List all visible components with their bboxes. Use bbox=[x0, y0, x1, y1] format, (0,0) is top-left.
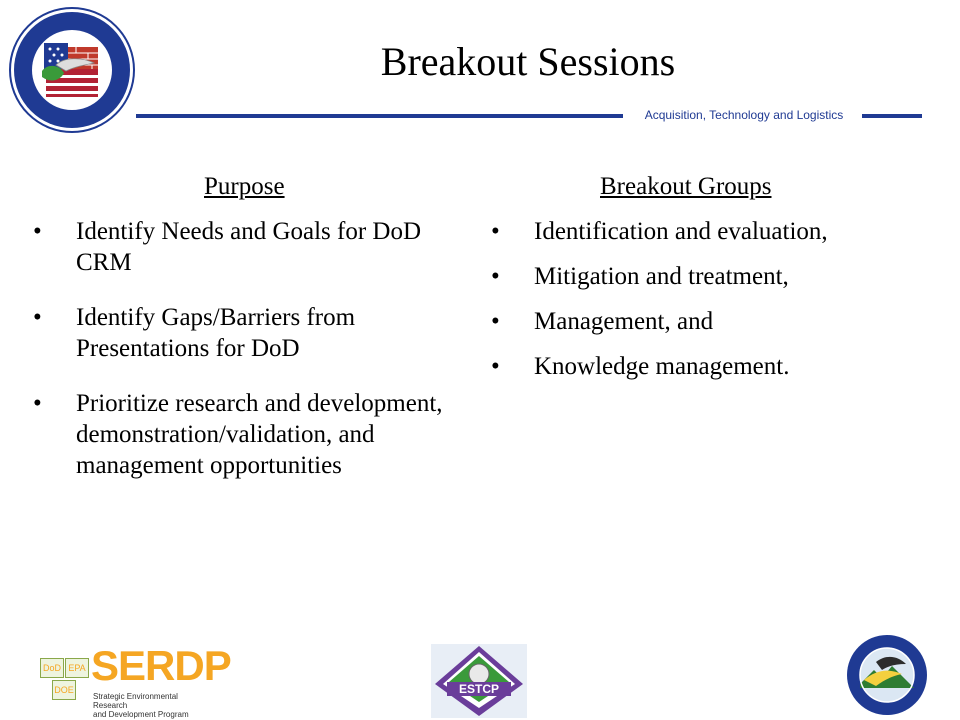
header-subtitle: Acquisition, Technology and Logistics bbox=[644, 108, 844, 122]
serdp-subtitle-line: Strategic Environmental Research bbox=[93, 692, 178, 710]
dod-legacy-program-logo bbox=[846, 634, 928, 716]
purpose-item: • Prioritize research and development, demonstration/validation, and management opportunities bbox=[33, 388, 463, 481]
purpose-item: • Identify Needs and Goals for DoD CRM bbox=[33, 216, 463, 278]
breakout-group-item: • Identification and evaluation, bbox=[491, 216, 931, 247]
header-rule-right bbox=[862, 114, 922, 118]
slide-title: Breakout Sessions bbox=[380, 39, 676, 84]
serdp-dod-box: DoD bbox=[40, 658, 64, 678]
serdp-subtitle bbox=[93, 692, 198, 719]
breakout-group-item: • Mitigation and treatment, bbox=[491, 261, 931, 292]
breakout-groups-list bbox=[491, 216, 931, 396]
estcp-logo bbox=[431, 644, 527, 718]
header-rule-left bbox=[136, 114, 623, 118]
breakout-group-item: • Knowledge management. bbox=[491, 351, 931, 382]
serdp-doe-box: DOE bbox=[52, 680, 76, 700]
purpose-heading: Purpose bbox=[204, 173, 285, 200]
breakout-groups-heading: Breakout Groups bbox=[600, 173, 772, 200]
breakout-group-item: • Management, and bbox=[491, 306, 931, 337]
estcp-wordmark: ESTCP bbox=[458, 682, 500, 696]
serdp-epa-box: EPA bbox=[65, 658, 89, 678]
serdp-wordmark: SERDP bbox=[91, 642, 231, 689]
serdp-subtitle-line: and Development Program bbox=[93, 710, 189, 719]
purpose-list bbox=[33, 216, 463, 505]
serdp-logo bbox=[38, 642, 231, 719]
purpose-item: • Identify Gaps/Barriers from Presentations for DoD bbox=[33, 302, 463, 364]
